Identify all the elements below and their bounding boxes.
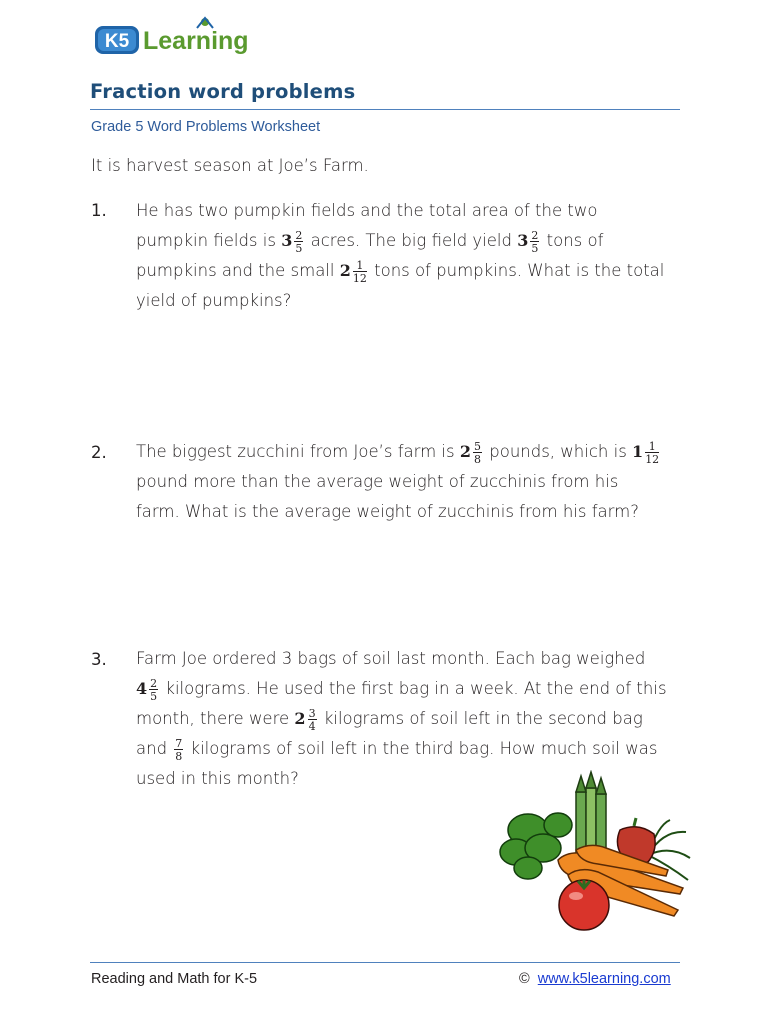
footer-site — [519, 971, 671, 987]
intro-text: It is harvest season at Joe’s Farm. — [91, 156, 369, 175]
q1-line-3 — [136, 256, 681, 286]
k5-learning-logo — [93, 14, 258, 60]
q3-fraction-3: $\frac{7}{8}$ — [175, 736, 183, 763]
footer-divider — [90, 962, 680, 963]
website-link[interactable]: www.k5learning.com — [537, 971, 671, 987]
q1-text-e: tons of pumpkins. What is the total — [374, 261, 665, 280]
q3-fraction-1: $\frac{2}{5}$ — [150, 676, 158, 703]
q3-line-5: used in this month? — [136, 769, 299, 788]
q3-fraction-2: $\frac{3}{4}$ — [308, 706, 316, 733]
q2-fraction-1-whole: 2 — [459, 442, 471, 461]
question-3-number: 3. — [91, 650, 107, 669]
q1-text-c: tons of — [546, 231, 604, 250]
q3-line-1: Farm Joe ordered 3 bags of soil last month. Each bag weighed — [136, 649, 646, 668]
q2-line-3: farm. What is the average weight of zucchinis from his farm? — [136, 502, 639, 521]
q3-text-d: and — [136, 739, 168, 758]
q2-line-2: pound more than the average weight of zucchinis from his — [136, 472, 619, 491]
q1-fraction-1: $\frac{2}{5}$ — [295, 228, 303, 255]
q1-fraction-1-whole: 3 — [281, 231, 293, 250]
question-2-number: 2. — [91, 443, 107, 462]
q2-fraction-1: $\frac{5}{8}$ — [474, 439, 481, 466]
footer-tagline: Reading and Math for K-5 — [91, 971, 258, 987]
q1-fraction-2-whole: 3 — [517, 231, 529, 250]
question-1-number: 1. — [91, 201, 107, 220]
q1-text-a: pumpkin fields is — [136, 231, 276, 250]
q3-line-2 — [136, 674, 681, 704]
q2-line-1 — [136, 437, 681, 467]
q3-line-4 — [136, 734, 681, 764]
q1-line-1: He has two pumpkin fields and the total area of the two — [136, 201, 598, 220]
q2-fraction-2-whole: 1 — [632, 442, 644, 461]
q3-fraction-2-whole: 2 — [294, 709, 306, 728]
q2-text-a: The biggest zucchini from Joe’s farm is — [136, 442, 455, 461]
question-2 — [136, 437, 681, 527]
q3-fraction-1-whole: 4 — [136, 679, 148, 698]
question-1 — [136, 196, 681, 316]
page-subtitle: Grade 5 Word Problems Worksheet — [91, 119, 321, 135]
q3-text-a: kilograms. He used the first bag in a week. At the end of this — [165, 679, 667, 698]
q3-line-3 — [136, 704, 681, 734]
q1-fraction-3: $\frac{1}{12}$ — [352, 258, 367, 285]
q3-text-e: kilograms of soil left in the third bag. How much soil was — [190, 739, 658, 758]
q1-text-b: acres. The big field yield — [310, 231, 512, 250]
q1-fraction-2: $\frac{2}{5}$ — [531, 228, 539, 255]
page-title: Fraction word problems — [90, 80, 356, 103]
title-divider — [90, 109, 680, 110]
tomato-icon — [559, 880, 609, 930]
q1-line-2 — [136, 226, 681, 256]
q3-text-b: month, there were — [136, 709, 290, 728]
q1-fraction-3-whole: 2 — [339, 261, 351, 280]
copyright-symbol: © — [519, 971, 530, 987]
q1-line-4: yield of pumpkins? — [136, 291, 292, 310]
q2-text-b: pounds, which is — [489, 442, 627, 461]
q2-fraction-2: $\frac{1}{12}$ — [645, 439, 660, 466]
logo-learning-text: Learning — [143, 27, 249, 55]
vegetables-illustration — [498, 770, 693, 935]
q3-text-c: kilograms of soil left in the second bag — [323, 709, 643, 728]
logo-k5-text: K5 — [104, 31, 130, 52]
q1-text-d: pumpkins and the small — [136, 261, 335, 280]
